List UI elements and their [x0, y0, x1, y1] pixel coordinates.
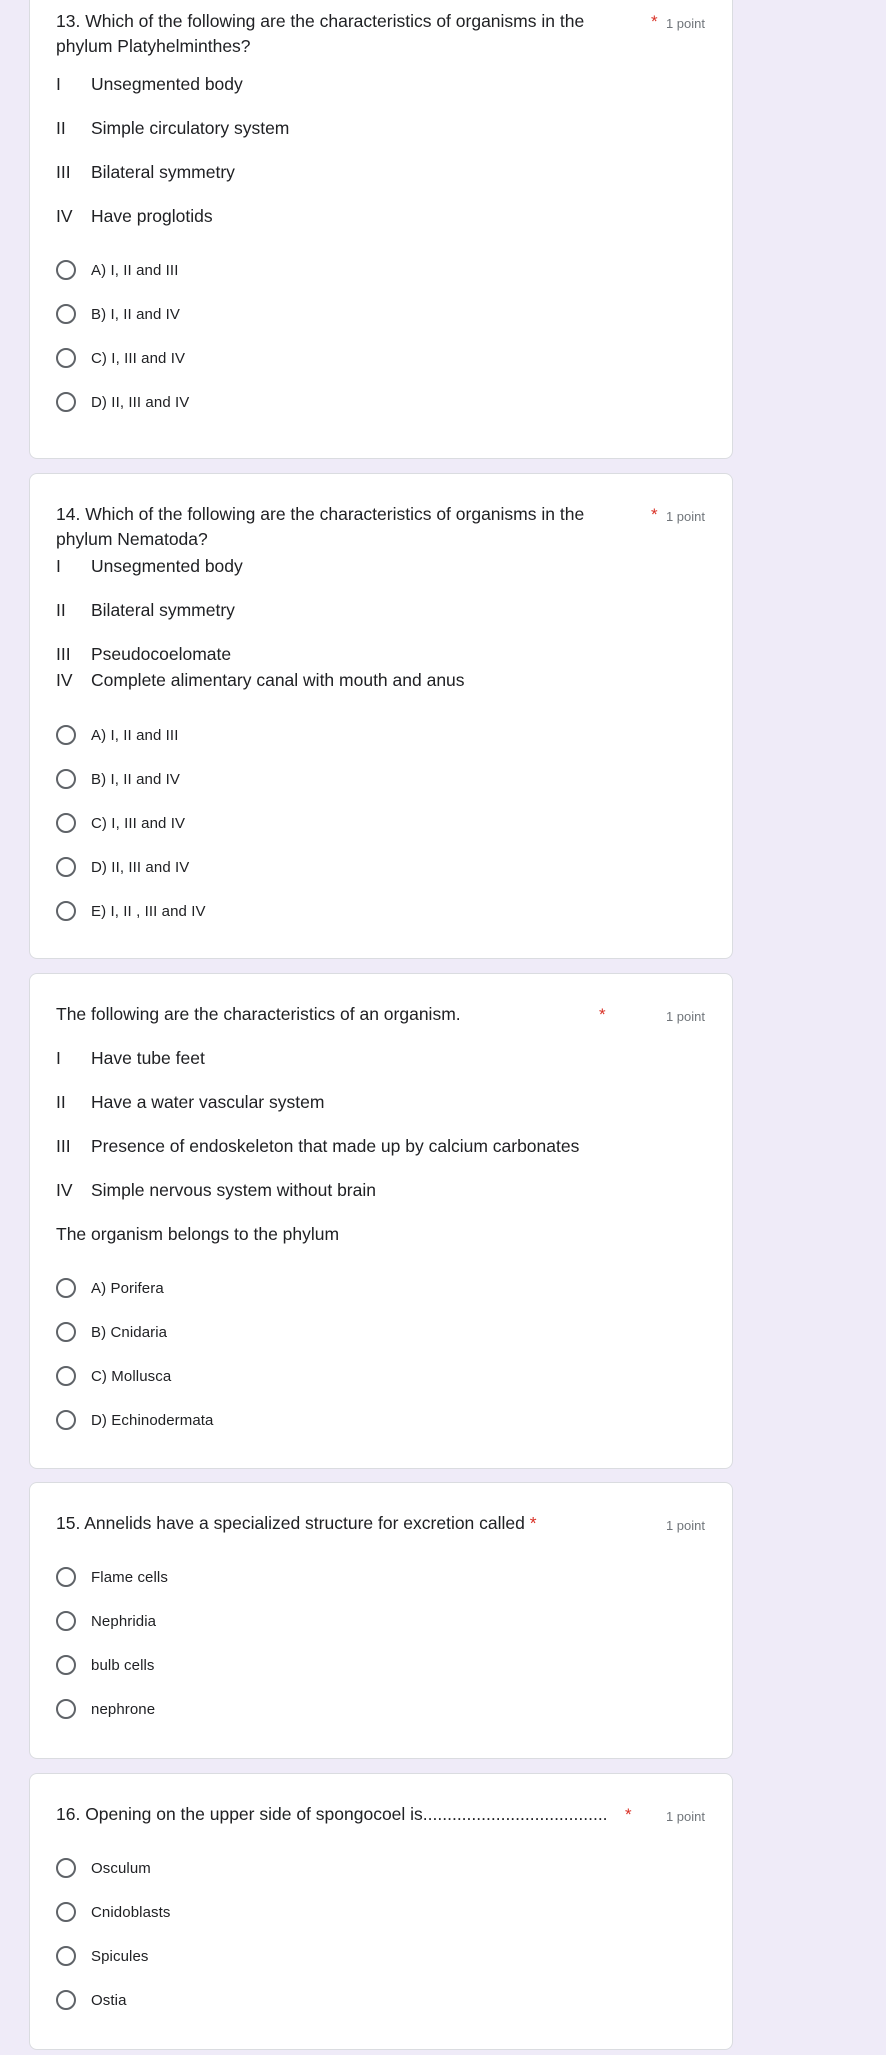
radio-option-d[interactable]: D) II, III and IV	[56, 390, 189, 414]
radio-option-e[interactable]: E) I, II , III and IV	[56, 899, 206, 923]
radio-option-osculum[interactable]: Osculum	[56, 1856, 151, 1880]
radio-option-flame-cells[interactable]: Flame cells	[56, 1565, 168, 1589]
radio-option-ostia[interactable]: Ostia	[56, 1988, 127, 2012]
radio-button[interactable]	[56, 1410, 76, 1430]
radio-button[interactable]	[56, 901, 76, 921]
question-title: 16. Opening on the upper side of spongocoel is......................................	[56, 1804, 608, 1824]
radio-button[interactable]	[56, 1567, 76, 1587]
statement-item: III Pseudocoelomate	[56, 644, 232, 664]
radio-button[interactable]	[56, 392, 76, 412]
radio-option-a[interactable]: A) Porifera	[56, 1276, 164, 1300]
radio-button[interactable]	[56, 1611, 76, 1631]
question-card-14	[29, 473, 733, 959]
statement-item: I Unsegmented body	[56, 556, 243, 576]
radio-button[interactable]	[56, 769, 76, 789]
radio-button[interactable]	[56, 260, 76, 280]
required-asterisk: *	[651, 12, 658, 31]
question-title: 15. Annelids have a specialized structure for excretion called *	[56, 1513, 537, 1533]
radio-option-b[interactable]: B) I, II and IV	[56, 767, 180, 791]
radio-option-b[interactable]: B) Cnidaria	[56, 1320, 167, 1344]
radio-option-cnidoblasts[interactable]: Cnidoblasts	[56, 1900, 170, 1924]
radio-button[interactable]	[56, 1946, 76, 1966]
radio-option-d[interactable]: D) Echinodermata	[56, 1408, 214, 1432]
radio-button[interactable]	[56, 1902, 76, 1922]
statement-item: I Unsegmented body	[56, 74, 243, 94]
radio-option-nephrone[interactable]: nephrone	[56, 1697, 155, 1721]
radio-button[interactable]	[56, 1990, 76, 2010]
statement-item: II Have a water vascular system	[56, 1092, 325, 1112]
radio-option-nephridia[interactable]: Nephridia	[56, 1609, 156, 1633]
question-title: The following are the characteristics of an organism.	[56, 1004, 461, 1024]
question-card-15	[29, 1482, 733, 1759]
question-card-16	[29, 1773, 733, 2050]
question-title: 14. Which of the following are the characteristics of organisms in the phylum Nematoda?	[56, 504, 585, 549]
radio-button[interactable]	[56, 1655, 76, 1675]
statement-item: IV Have proglotids	[56, 206, 213, 226]
required-asterisk: *	[625, 1805, 632, 1824]
points-label: 1 point	[665, 1518, 705, 1533]
radio-option-a[interactable]: A) I, II and III	[56, 723, 178, 747]
statement-item: I Have tube feet	[56, 1048, 205, 1068]
radio-button[interactable]	[56, 1699, 76, 1719]
statement-item: II Bilateral symmetry	[56, 600, 235, 620]
question-prompt: The organism belongs to the phylum	[56, 1224, 340, 1244]
radio-button[interactable]	[56, 348, 76, 368]
question-card-13	[29, 0, 733, 459]
radio-option-c[interactable]: C) Mollusca	[56, 1364, 171, 1388]
radio-option-b[interactable]: B) I, II and IV	[56, 302, 180, 326]
statement-item: III Presence of endoskeleton that made up by calcium carbonates	[56, 1136, 580, 1156]
radio-option-d[interactable]: D) II, III and IV	[56, 855, 189, 879]
required-asterisk: *	[651, 505, 658, 524]
radio-option-bulb-cells[interactable]: bulb cells	[56, 1653, 155, 1677]
required-asterisk: *	[529, 1513, 537, 1533]
radio-option-c[interactable]: C) I, III and IV	[56, 346, 185, 370]
required-asterisk: *	[599, 1005, 606, 1024]
radio-option-c[interactable]: C) I, III and IV	[56, 811, 185, 835]
question-title: 13. Which of the following are the characteristics of organisms in the phylum Platyhelminthes?	[56, 11, 585, 56]
points-label: 1 point	[665, 1809, 705, 1824]
radio-button[interactable]	[56, 1366, 76, 1386]
radio-button[interactable]	[56, 1858, 76, 1878]
statement-item: II Simple circulatory system	[56, 118, 290, 138]
radio-option-a[interactable]: A) I, II and III	[56, 258, 178, 282]
radio-button[interactable]	[56, 813, 76, 833]
statement-item: IV Simple nervous system without brain	[56, 1180, 376, 1200]
radio-option-spicules[interactable]: Spicules	[56, 1944, 149, 1968]
radio-button[interactable]	[56, 304, 76, 324]
radio-button[interactable]	[56, 1278, 76, 1298]
points-label: 1 point	[665, 1009, 705, 1024]
statement-item: III Bilateral symmetry	[56, 162, 235, 182]
statement-item: IV Complete alimentary canal with mouth and anus	[56, 670, 465, 690]
radio-button[interactable]	[56, 725, 76, 745]
radio-button[interactable]	[56, 1322, 76, 1342]
question-card-organism	[29, 973, 733, 1469]
radio-button[interactable]	[56, 857, 76, 877]
points-label: 1 point	[665, 16, 705, 31]
points-label: 1 point	[665, 509, 705, 524]
